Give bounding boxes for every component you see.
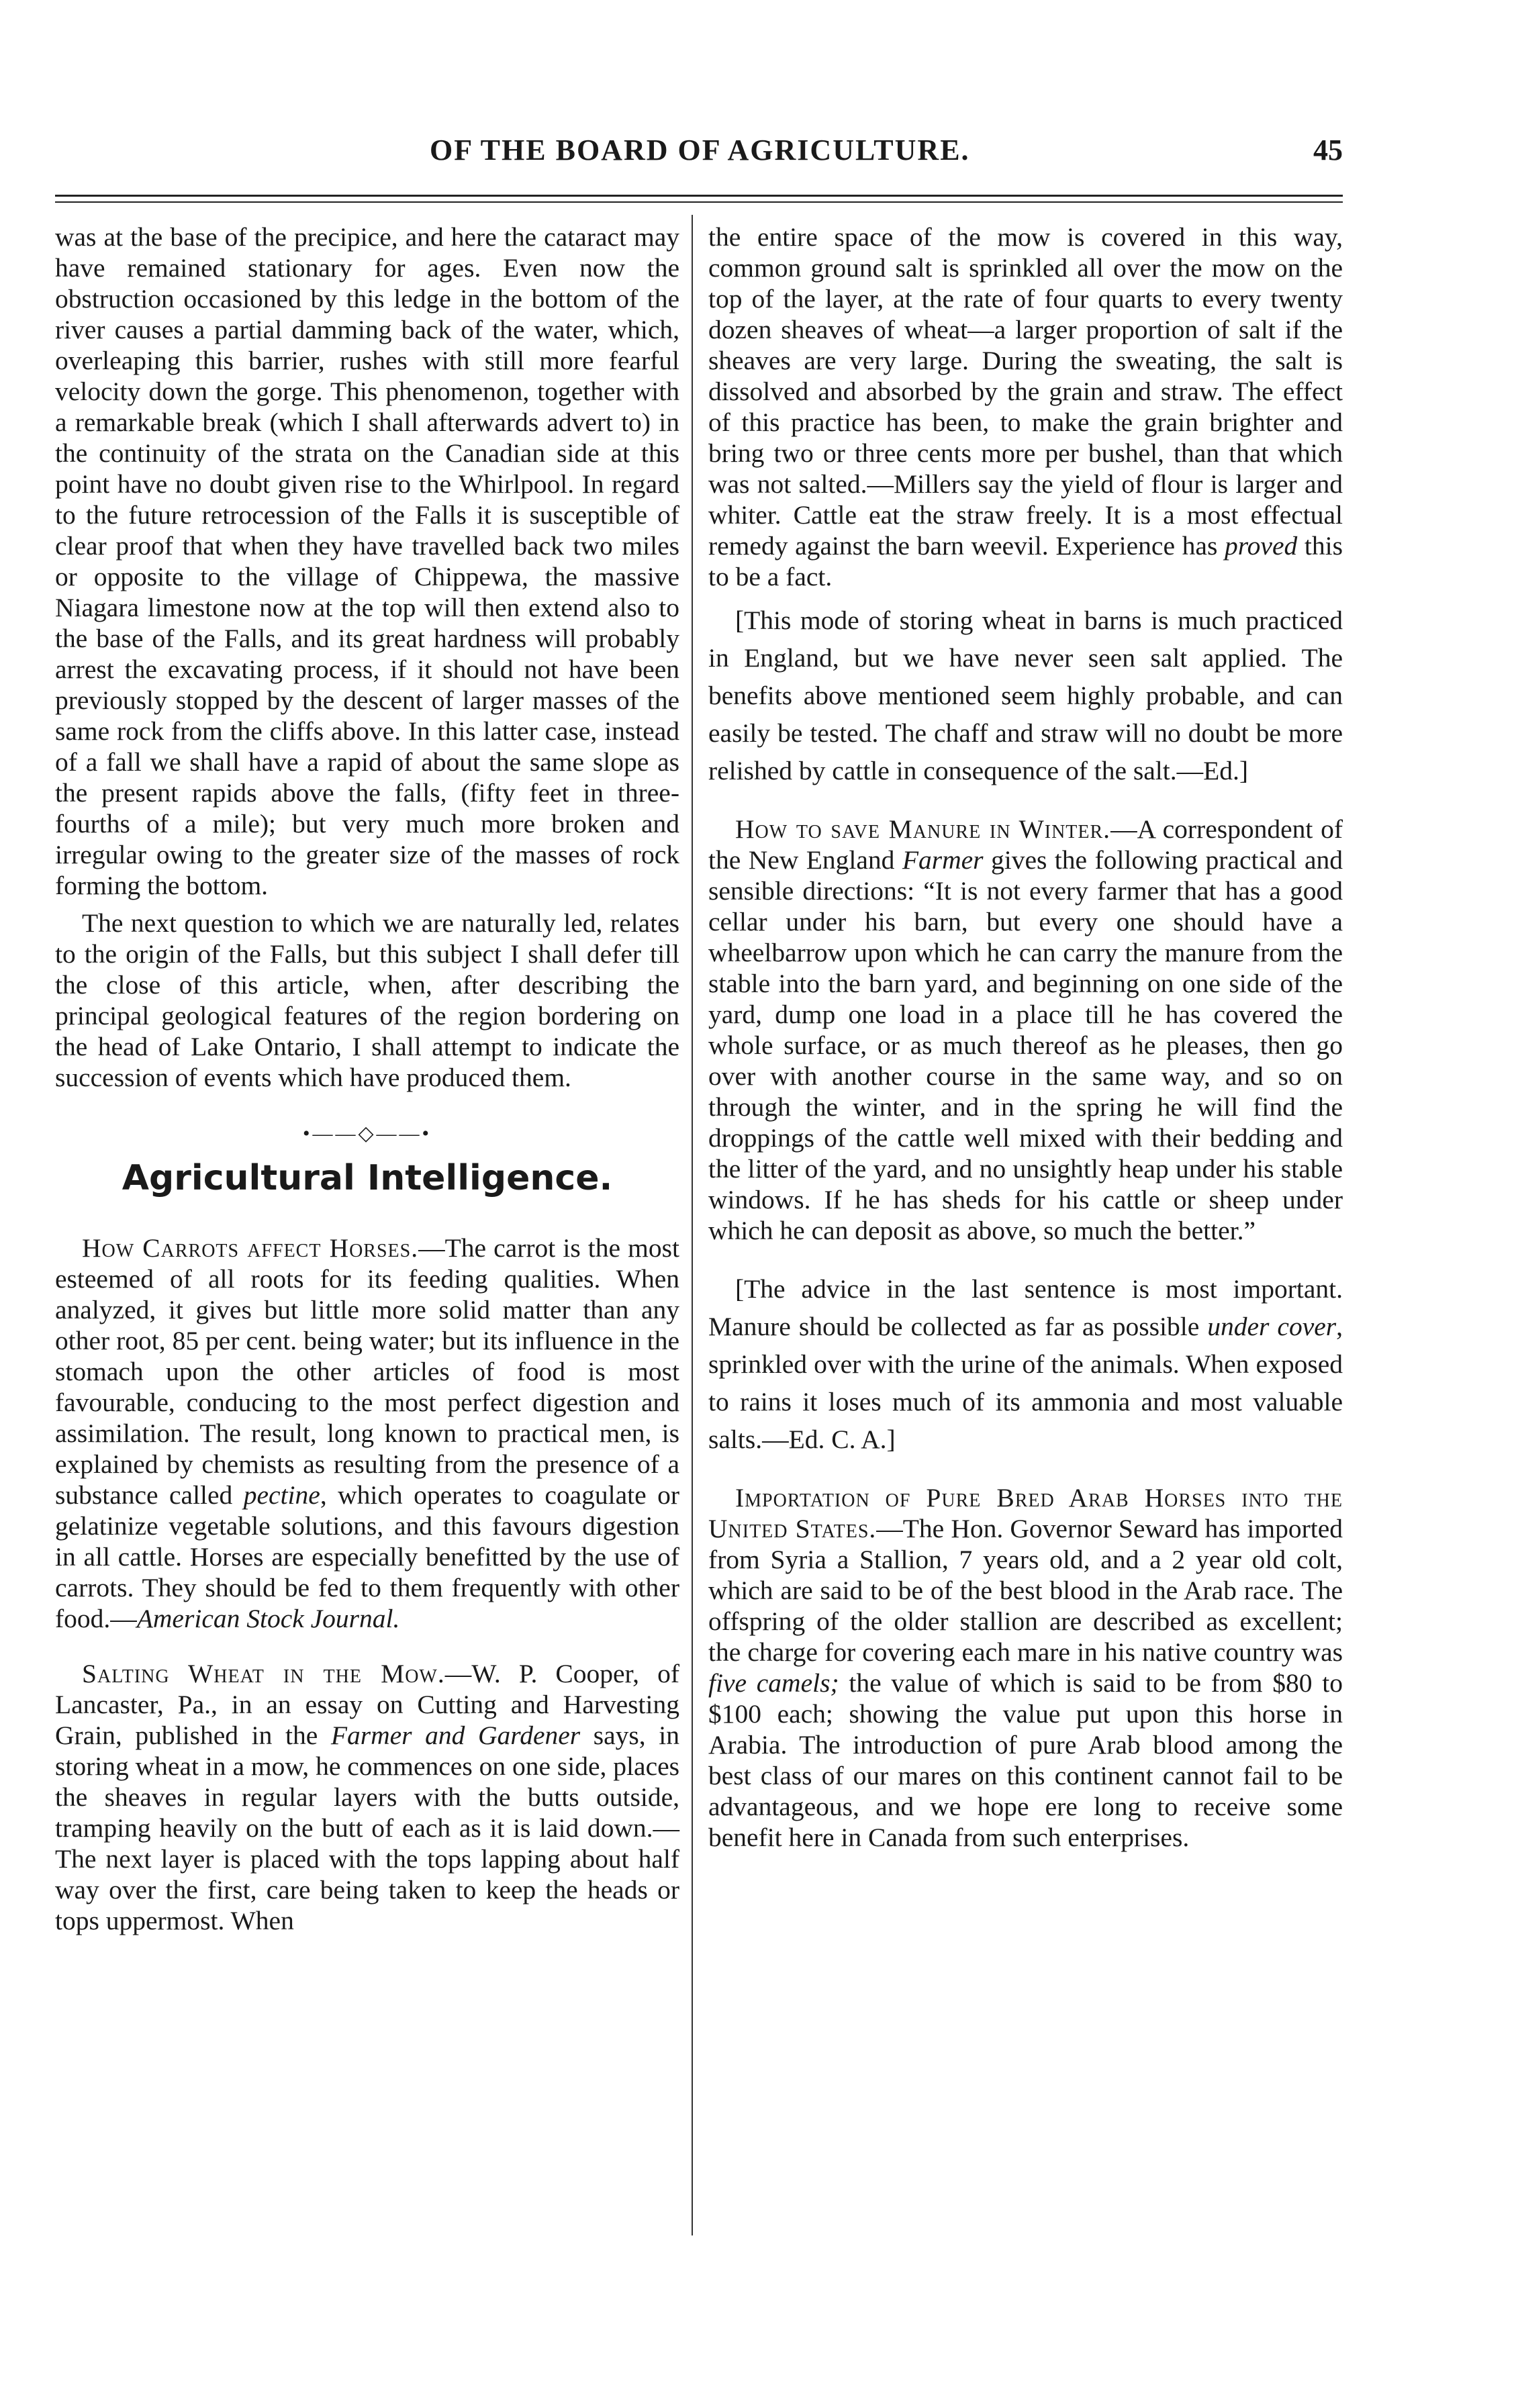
- editor-note-manure: [708, 1270, 1343, 1458]
- carrots-article: [55, 1233, 679, 1634]
- salting-journal: Farmer and Gardener: [330, 1721, 581, 1750]
- niagara-paragraph: was at the base of the precipice, and here the cataract may have remained stationary for ages. Even now the obstruction occasioned by this ledge in the bottom of the river causes a partial damming back of the water, which, overleaping this barrier, rushes with still more fearful velocity down the gorge. This phenomenon, together with a remarkable break (which I shall afterwards advert to) in the continuity of the strata on the Canadian side at this point have no doubt given rise to the Whirlpool. In regard to the future retrocession of the Falls it is susceptible of clear proof that when they have travelled back two miles or opposite to the village of Chippewa, the massive Niagara limestone now at the top will then extend also to the base of the Falls, and its great hardness will probably arrest the excavating process, if it should not have been previously stopped by the descent of larger masses of the same rock from the cliffs above. In this latter case, instead of a fall we shall have a rapid of about the same slope as the present rapids above the falls, (fifty feet in three-fourths of a mile); but very much more broken and irregular owing to the greater size of the masses of rock forming the bottom.: [55, 222, 679, 900]
- manure-journal: Farmer: [902, 845, 984, 875]
- origin-paragraph: The next question to which we are naturally led, relates to the origin of the Falls, but this subject I shall defer till the close of this article, when, after describing the principal geological features of the region bordering on the head of Lake Ontario, I shall attempt to indicate the succession of events which have produced them.: [55, 908, 679, 1092]
- manure-text-2: gives the following practical and sensible directions: “It is not every farmer that has a good cellar under his barn, but every one should have a wheelbarrow upon which he can carry the manure from the stable into the barn yard, and beginning on one side of the yard, dump one load in a place till he has covered the whole surface, or as much thereof as he pleases, then go over with another course in the same way, and so on through the winter, and in the spring he will find the droppings of the cattle well mixed with their bedding and the litter of the yard, and no unsightly heap under his stable windows. If he has sheds for his cattle or sheep under which he can deposit as above, so much the better.”: [708, 845, 1343, 1245]
- arab-heading: Importation of Pure Bred Arab Horses into the United States.: [708, 1483, 1343, 1543]
- running-title: OF THE BOARD OF AGRICULTURE.: [430, 134, 970, 166]
- salting-text: —W. P. Cooper, of Lancaster, Pa., in an essay on Cutting and Harvesting Grain, published in the: [55, 1659, 679, 1750]
- carrots-pectine: pectine: [243, 1480, 320, 1510]
- right-column: [708, 222, 1343, 1860]
- section-ornament: •——◇——•: [302, 1122, 432, 1145]
- five-camels: five camels;: [708, 1668, 839, 1698]
- manure-heading: How to save Manure in Winter.: [735, 814, 1111, 844]
- salting-article: [55, 1658, 679, 1936]
- carrots-text-2: , which operates to coagulate or gelatinize vegetable solutions, and this favours digestion in all cattle. Horses are especially benefitted by the use of carrots. They should be fed to them frequently with other food.—: [55, 1480, 680, 1633]
- salting-text-2: says, in storing wheat in a mow, he commences on one side, places the sheaves in regular layers with the butts outside, tramping heavily on the butt of each as it is laid down.—The next layer is placed with the tops lapping about half way over the first, care being taken to keep the heads or tops uppermost. When: [55, 1721, 679, 1935]
- salting-cont-text: the entire space of the mow is covered in this way, common ground salt is sprinkled all over the mow on the top of the layer, at the rate of four quarts to every twenty dozen sheaves of wheat—a larger proportion of salt if the sheaves are very large. During the sweating, the salt is dissolved and absorbed by the grain and straw. The effect of this practice has been, to make the grain brighter and bring two or three cents more per bushel, than that which was not salted.—Millers say the yield of flour is larger and whiter. Cattle eat the straw freely. It is a most effectual remedy against the barn weevil. Experience has: [708, 222, 1343, 561]
- page-header: [201, 133, 1343, 180]
- ed2-text: [The advice in the last sentence is most important. Manure should be collected as far as possible: [708, 1274, 1343, 1341]
- left-column: [55, 222, 679, 1943]
- manure-text: —A correspondent of the New England: [708, 814, 1343, 875]
- arab-article: [708, 1482, 1343, 1853]
- arab-text-2: the value of which is said to be from $80 to $100 each; showing the value put upon this horse in Arabia. The introduction of pure Arab blood among the best class of our mares on this continent cannot fail to be advantageous, and we hope ere long to receive some benefit here in Canada from such enterprises.: [708, 1668, 1343, 1852]
- salting-continued: [708, 222, 1343, 592]
- section-title: Agricultural Intelligence.: [122, 1158, 613, 1198]
- editor-note-salt: [This mode of storing wheat in barns is much practiced in England, but we have never seen salt applied. The benefits above mentioned seem highly probable, and can easily be tested. The chaff and straw will no doubt be more relished by cattle in consequence of the salt.—Ed.]: [708, 606, 1343, 785]
- carrots-text: —The carrot is the most esteemed of all roots for its feeding qualities. When analyzed, it gives but little more solid matter than any other root, 85 per cent. being water; but its influence in the stomach upon the other articles of food is most favourable, conducing to the most perfect digestion and assimilation. The result, long known to practical men, is explained by chemists as resulting from the presence of a substance called: [55, 1233, 679, 1510]
- column-divider: [692, 215, 693, 2235]
- arab-text: —The Hon. Governor Seward has imported from Syria a Stallion, 7 years old, and a 2 year old colt, which are said to be of the best blood in the Arab race. The offspring of the older stallion are described as excellent; the charge for covering each mare in his native country was: [708, 1514, 1343, 1667]
- header-rule-thin: [55, 201, 1343, 203]
- under-cover: under cover: [1207, 1312, 1337, 1341]
- page-number: 45: [1313, 134, 1343, 166]
- ed2-text-2: , sprinkled over with the urine of the animals. When exposed to rains it loses much of its ammonia and most valuable salts.—Ed. C. A.]: [708, 1312, 1343, 1454]
- salting-heading: Salting Wheat in the Mow.: [82, 1659, 445, 1688]
- carrots-source: American Stock Journal.: [136, 1604, 400, 1633]
- header-rule-thick: [55, 195, 1343, 197]
- proved-word: proved: [1225, 531, 1298, 561]
- salting-cont-end: this to be a fact.: [708, 531, 1343, 591]
- carrots-heading: How Carrots affect Horses.: [82, 1233, 419, 1263]
- manure-article: [708, 814, 1343, 1246]
